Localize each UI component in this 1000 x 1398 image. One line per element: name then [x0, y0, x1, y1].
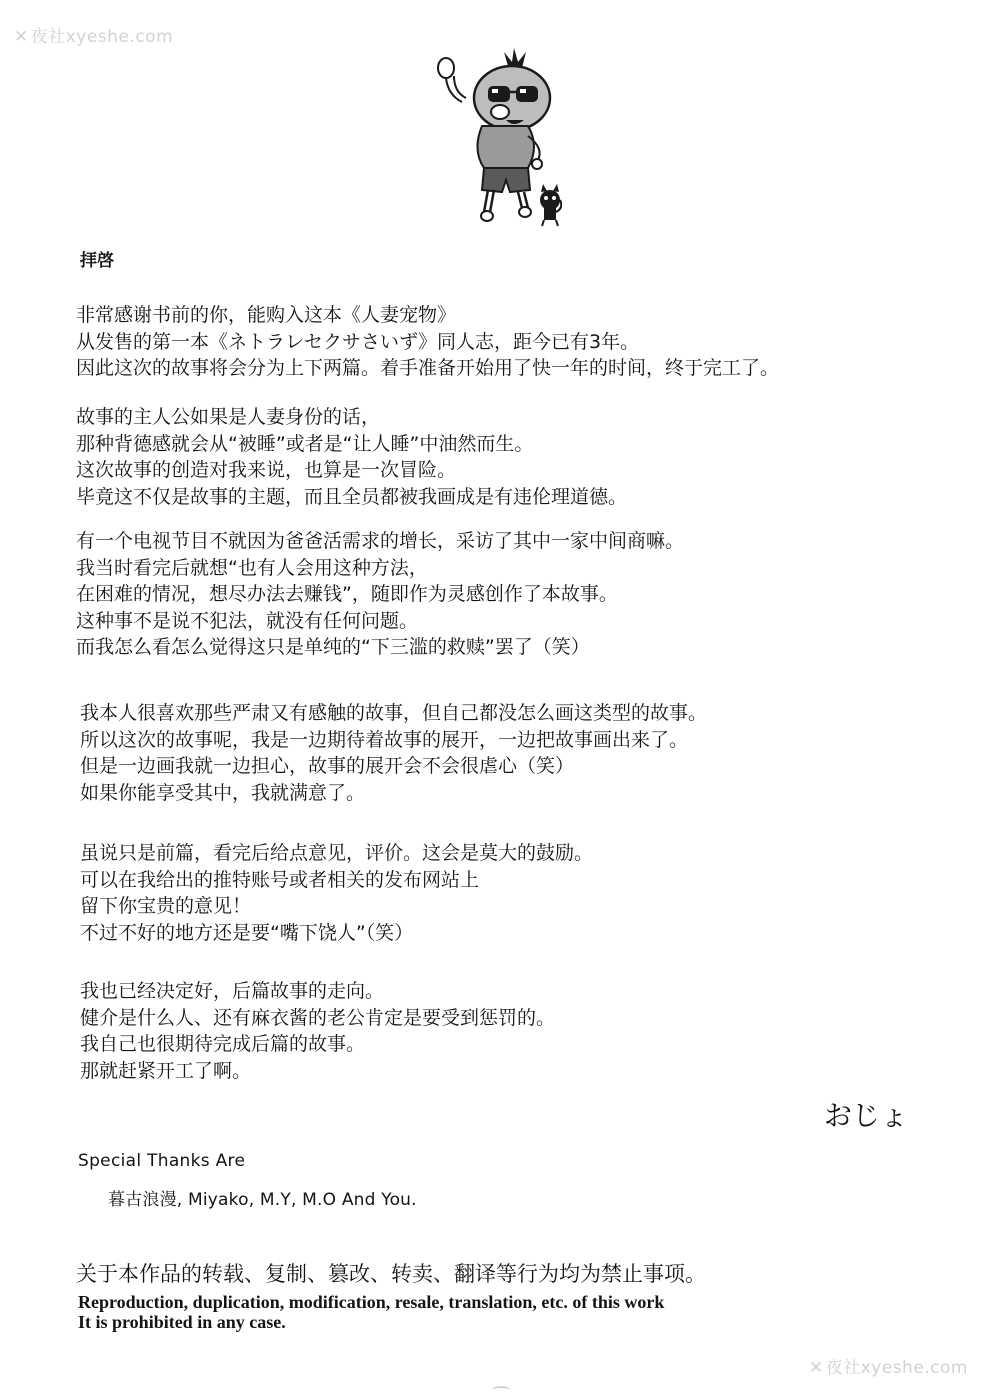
paragraph-line: 故事的主人公如果是人妻身份的话，	[76, 406, 381, 428]
paragraph-line: 但是一边画我就一边担心，故事的展开会不会很虐心（笑）	[80, 755, 575, 777]
paragraph-line: 有一个电视节目不就因为爸爸活需求的增长，采访了其中一家中间商嘛。	[76, 530, 685, 552]
author-avatar-illustration	[432, 40, 562, 230]
x-logo-icon: ✕	[14, 27, 29, 47]
paragraph-line: 留下你宝贵的意见！	[80, 895, 252, 917]
paragraph-line: 毕竟这不仅是故事的主题，而且全员都被我画成是有违伦理道德。	[76, 485, 628, 508]
paragraph-2	[76, 404, 627, 510]
watermark-bottom: ✕ 夜社xyeshe.com	[808, 1358, 968, 1378]
paragraph-line: 所以这次的故事呢，我是一边期待着故事的展开，一边把故事画出来了。	[80, 728, 689, 751]
special-thanks-title: Special Thanks Are	[78, 1151, 246, 1171]
paragraph-line: 这种事不是说不犯法，就没有任何问题。	[76, 609, 419, 632]
copyright-notice-chinese: 关于本作品的转载、复制、篡改、转卖、翻译等行为均为禁止事项。	[76, 1262, 706, 1286]
paragraph-5	[80, 840, 593, 946]
paragraph-line: 我当时看完后就想“也有人会用这种方法，	[76, 556, 428, 579]
paragraph-line: 那就赶紧开工了啊。	[80, 1059, 252, 1082]
paragraph-line: 不过不好的地方还是要“嘴下饶人”（笑）	[80, 921, 414, 944]
paragraph-line: 因此这次的故事将会分为上下两篇。着手准备开始用了快一年的时间，终于完工了。	[76, 357, 780, 379]
paragraph-3	[76, 528, 684, 661]
paragraph-4	[80, 700, 707, 806]
copyright-notice-english	[78, 1292, 664, 1332]
special-thanks-names: 暮古浪漫, Miyako, M.Y, M.O And You.	[108, 1190, 417, 1210]
paragraph-line: 我本人很喜欢那些严肃又有感触的故事，但自己都没怎么画这类型的故事。	[80, 702, 708, 724]
greeting: 拝啓	[80, 251, 114, 271]
copyright-notice-line: It is prohibited in any case.	[78, 1312, 286, 1332]
paragraph-6	[80, 978, 555, 1084]
paragraph-line: 可以在我给出的推特账号或者相关的发布网站上	[80, 868, 480, 891]
x-logo-icon: ✕	[808, 1358, 824, 1378]
author-signature: おじょ	[823, 1099, 908, 1132]
paragraph-line: 这次故事的创造对我来说，也算是一次冒险。	[76, 459, 457, 481]
paragraph-line: 虽说只是前篇，看完后给点意见，评价。这会是莫大的鼓励。	[80, 842, 594, 864]
copyright-notice-line: Reproduction, duplication, modification, resale, translation, etc. of this work	[78, 1292, 665, 1312]
paragraph-line: 非常感谢书前的你，能购入这本《人妻宠物》	[76, 304, 457, 326]
watermark-top: ✕ 夜社xyeshe.com	[14, 27, 174, 47]
paragraph-line: 我也已经决定好，后篇故事的走向。	[80, 980, 385, 1002]
paragraph-line: 健介是什么人、还有麻衣酱的老公肯定是要受到惩罚的。	[80, 1006, 556, 1029]
paragraph-line: 在困难的情况，想尽办法去赚钱”，随即作为灵感创作了本故事。	[76, 583, 618, 605]
paragraph-line: 如果你能享受其中，我就满意了。	[80, 781, 366, 804]
paragraph-line: 那种背德感就会从“被睡”或者是“让人睡”中油然而生。	[76, 432, 534, 455]
page-edge-mark	[492, 1386, 510, 1394]
paragraph-line: 从发售的第一本《ネトラレセクサさいず》同人志，距今已有3年。	[76, 330, 640, 353]
paragraph-1	[76, 302, 779, 382]
paragraph-line: 而我怎么看怎么觉得这只是单纯的“下三滥的救赎”罢了（笑）	[76, 636, 590, 658]
paragraph-line: 我自己也很期待完成后篇的故事。	[80, 1033, 366, 1055]
